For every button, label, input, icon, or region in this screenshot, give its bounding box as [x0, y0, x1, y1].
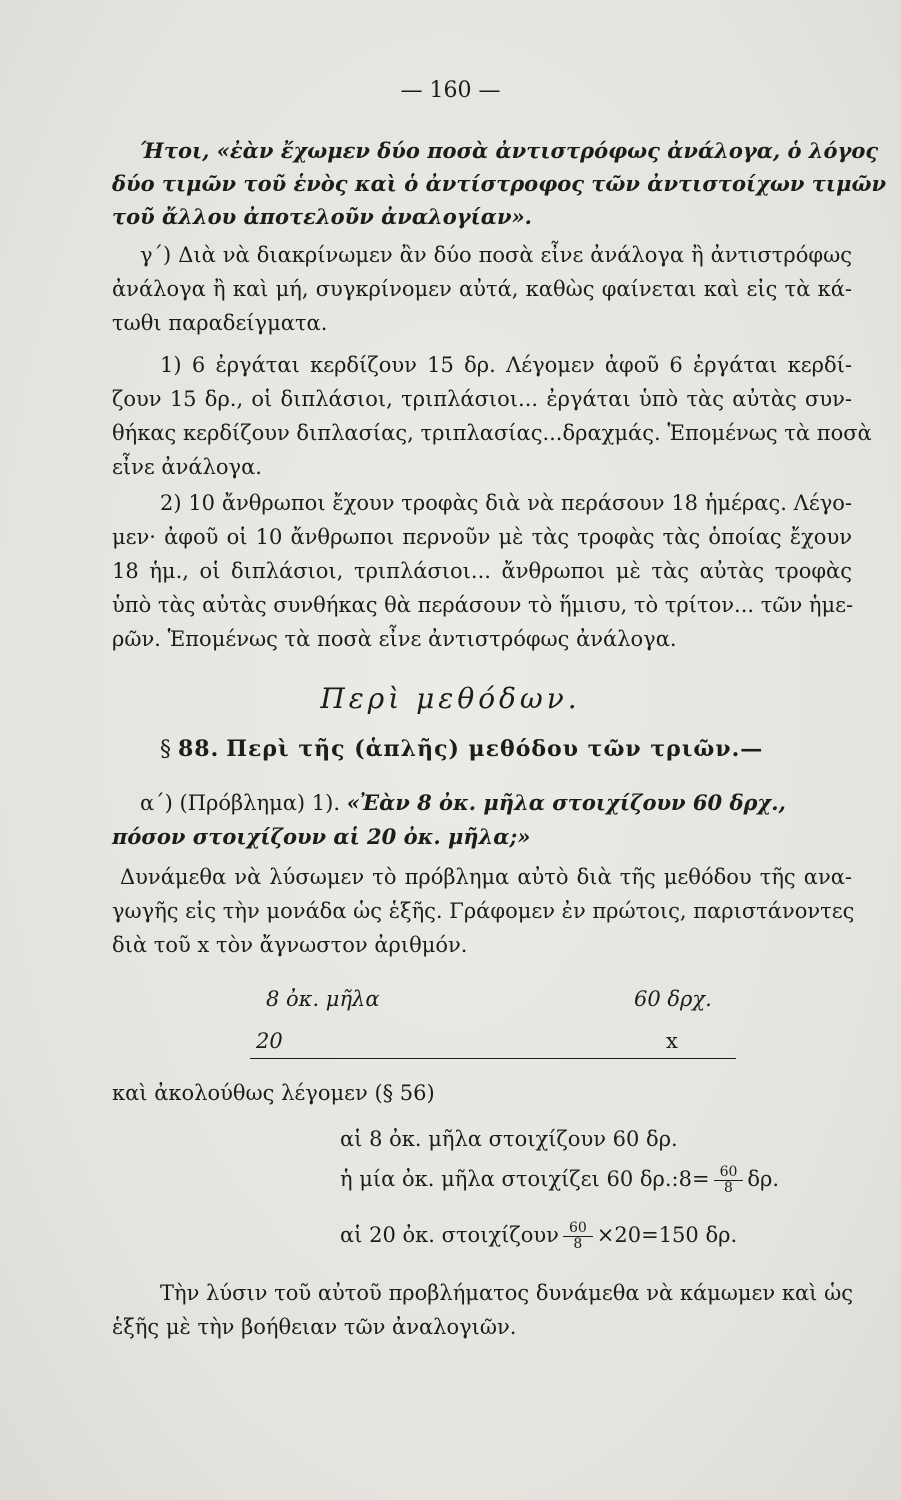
section-title-text: Περὶ τῆς (ἁπλῆς) μεθόδου τῶν τριῶν.—	[226, 736, 764, 762]
fraction-60-over-8-a	[714, 1165, 744, 1196]
fraction-numerator: 60	[563, 1221, 593, 1237]
para5-line3: διὰ τοῦ x τὸν ἄγνωστον ἀριθμόν.	[112, 933, 468, 957]
section-symbol: §	[160, 737, 171, 762]
para2-line2: ἀνάλογα ἢ καὶ μή, συγκρίνομεν αὐτά, καθὼς φαίνεται καὶ εἰς τὰ κά-	[112, 277, 852, 301]
para4-line3: 18 ἡμ., οἱ διπλάσιοι, τριπλάσιοι... ἄνθρωποι μὲ τὰς αὐτὰς τροφὰς	[112, 559, 852, 583]
para1-line3: τοῦ ἄλλου ἀποτελοῦν ἀναλογίαν».	[112, 204, 532, 229]
page-number: — 160 —	[400, 78, 501, 103]
calc-line3-text: αἱ 20 ὀκ. στοιχίζουν	[340, 1223, 559, 1247]
para6-line1: Τὴν λύσιν τοῦ αὐτοῦ προβλήματος δυνάμεθα νὰ κάμωμεν καὶ ὡς	[160, 1281, 853, 1305]
section-heading: Περὶ μεθόδων.	[320, 682, 581, 715]
para1-line1: Ήτοι, «ἐὰν ἔχωμεν δύο ποσὰ ἀντιστρόφως ἀνάλογα, ὁ λόγος	[140, 138, 879, 163]
problem-label: α΄) (Πρόβλημα) 1).	[140, 791, 341, 815]
setup-quantity-2: 20	[256, 1029, 283, 1053]
para3-line1: 1) 6 ἐργάται κερδίζουν 15 δρ. Λέγομεν ἀφοῦ 6 ἐργάται κερδί-	[160, 353, 852, 377]
problem-text-1: «Ἐὰν 8 ὀκ. μῆλα στοιχίζουν 60 δρχ.,	[346, 790, 786, 815]
para4-line2: μεν· ἀφοῦ οἱ 10 ἄνθρωποι περνοῦν μὲ τὰς τροφὰς τὰς ὁποίας ἔχουν	[112, 525, 852, 549]
fraction-60-over-8-b	[563, 1221, 593, 1252]
calc-line3	[340, 1220, 737, 1252]
para3-line2: ζουν 15 δρ., οἱ διπλάσιοι, τριπλάσιοι... ἐργάται ὑπὸ τὰς αὐτὰς συν-	[112, 387, 852, 411]
para3-line4: εἶνε ἀνάλογα.	[112, 455, 262, 479]
para4-line5: ρῶν. Ἑπομένως τὰ ποσὰ εἶνε ἀντιστρόφως ἀνάλογα.	[112, 627, 677, 651]
calc-line2	[340, 1164, 779, 1196]
para2-line1: γ΄) Διὰ νὰ διακρίνωμεν ἂν δύο ποσὰ εἶνε ἀνάλογα ἢ ἀντιστρόφως	[140, 243, 852, 267]
problem-line2: πόσον στοιχίζουν αἱ 20 ὀκ. μῆλα;»	[112, 824, 531, 849]
setup-quantity-1: 8 ὀκ. μῆλα	[266, 987, 380, 1011]
para4-line4: ὑπὸ τὰς αὐτὰς συνθήκας θὰ περάσουν τὸ ἥμισυ, τὸ τρίτον... τῶν ἡμε-	[112, 593, 854, 617]
fraction-denominator: 8	[573, 1236, 583, 1252]
follow-line: καὶ ἀκολούθως λέγομεν (§ 56)	[112, 1081, 435, 1105]
para2-line3: τωθι παραδείγματα.	[112, 311, 328, 335]
calc-line2-unit: δρ.	[747, 1167, 780, 1191]
problem-line1	[140, 788, 852, 818]
para6-line2: ἑξῆς μὲ τὴν βοήθειαν τῶν ἀναλογιῶν.	[112, 1315, 517, 1339]
para1-line2: δύο τιμῶν τοῦ ἑνὸς καὶ ὁ ἀντίστροφος τῶν ἀντιστοίχων τιμῶν	[112, 171, 887, 196]
fraction-denominator: 8	[724, 1180, 733, 1196]
setup-price-2: x	[666, 1029, 678, 1053]
fraction-numerator: 60	[714, 1165, 744, 1181]
section-number: 88.	[178, 736, 220, 762]
para3-line3: θήκας κερδίζουν διπλασίας, τριπλασίας...δραχμάς. Ἑπομένως τὰ ποσὰ	[112, 421, 872, 445]
setup-rule	[250, 1058, 736, 1059]
para4-line1: 2) 10 ἄνθρωποι ἔχουν τροφὰς διὰ νὰ περάσουν 18 ἡμέρας. Λέγο-	[160, 491, 852, 515]
para5-line2: γωγῆς εἰς τὴν μονάδα ὡς ἑξῆς. Γράφομεν ἐν πρώτοις, παριστάνοντες	[112, 899, 855, 923]
para5-line1: Δυνάμεθα νὰ λύσωμεν τὸ πρόβλημα αὐτὸ διὰ τῆς μεθόδου τῆς ανα-	[120, 865, 852, 889]
calc-line2-text: ἡ μία ὀκ. μῆλα στοιχίζει 60 δρ.:8=	[340, 1167, 710, 1191]
calc-line1: αἱ 8 ὀκ. μῆλα στοιχίζουν 60 δρ.	[340, 1127, 678, 1151]
section-title	[160, 736, 763, 762]
setup-price-1: 60 δρχ.	[634, 987, 712, 1011]
calc-line3-result: ×20=150 δρ.	[596, 1223, 738, 1247]
